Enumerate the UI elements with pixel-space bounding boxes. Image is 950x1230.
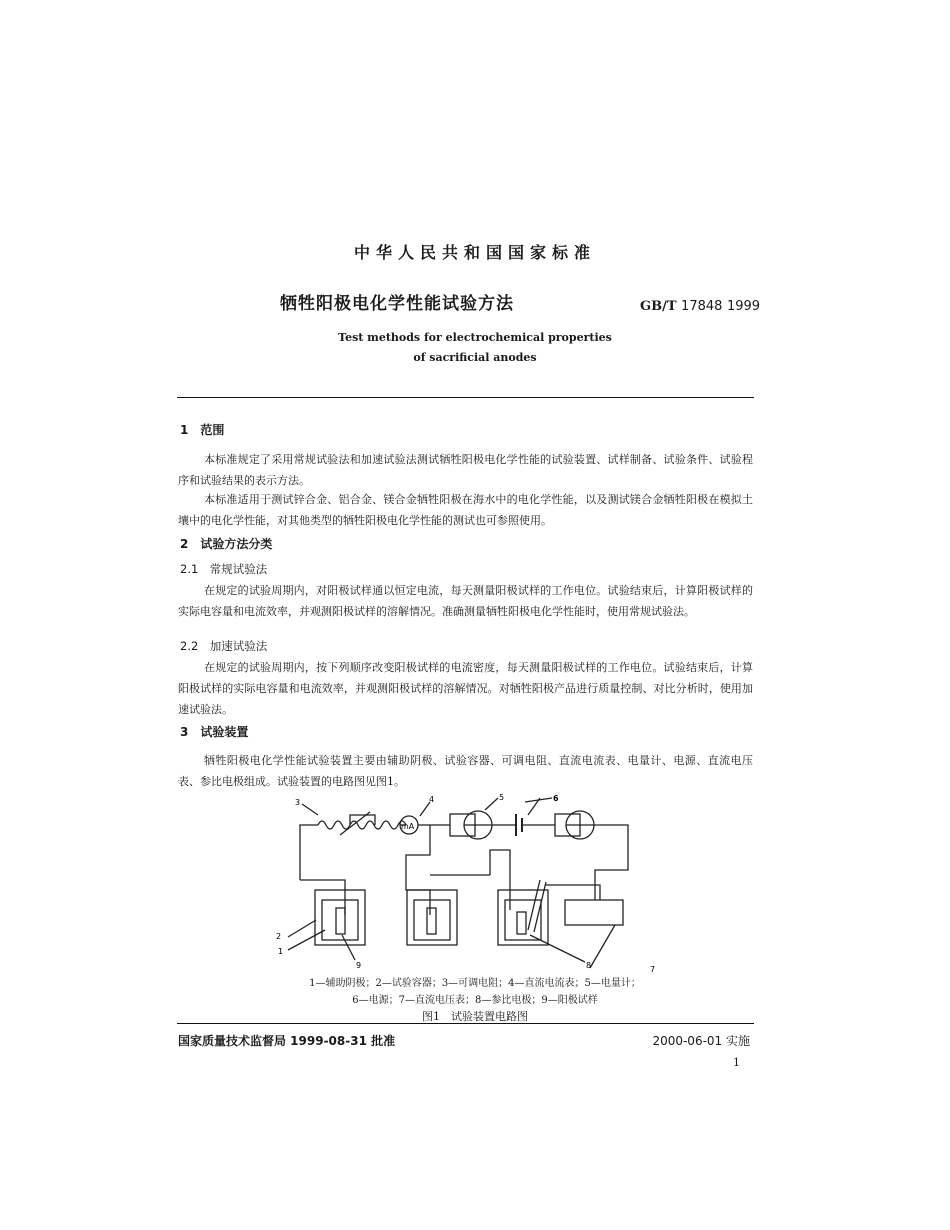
label-3: 3	[295, 798, 301, 807]
top-wire-left	[300, 825, 318, 880]
circuit-diagram	[270, 790, 670, 985]
english-title	[65, 328, 885, 368]
label-1: 1	[278, 947, 284, 956]
standard-code: GB/T	[640, 299, 677, 314]
page-number: 1	[733, 1056, 740, 1069]
standard-year: 1999	[726, 299, 761, 314]
english-title-line2: of sacrificial anodes	[413, 351, 537, 364]
figure-legend-line-1: 1—辅助阴极；2—试验容器；3—可调电阻；4—直流电流表；5—电量计；	[309, 978, 641, 989]
reference-electrode	[528, 880, 540, 930]
voltmeter-box	[565, 900, 623, 925]
standard-num: 17848	[681, 299, 723, 314]
figure-caption: 图1 试验装置电路图	[422, 1010, 528, 1023]
national-standard-heading: 中华人民共和国国家标准	[353, 243, 596, 262]
document-title: 牺牲阳极电化学性能试验方法	[280, 294, 514, 314]
section-2-2-heading: 2.2 加速试验法	[180, 639, 268, 653]
label-6: 6	[553, 794, 559, 803]
header-divider	[177, 397, 754, 398]
section-2-heading: 2 试验方法分类	[180, 537, 273, 551]
section-2-1-heading: 2.1 常规试验法	[180, 562, 268, 576]
section-3-heading: 3 试验装置	[180, 725, 249, 739]
footer-divider	[177, 1023, 754, 1024]
standard-number	[640, 299, 760, 314]
label-2: 2	[276, 932, 282, 941]
meter-label: mA	[401, 822, 415, 831]
section-1-heading: 1 范围	[180, 423, 225, 437]
variable-resistor	[318, 821, 406, 829]
section-1-paragraph-1: 本标准规定了采用常规试验法和加速试验法测试牺牲阳极电化学性能的试验装置、试样制备、试验条件、试验程序和试验结果的表示方法。	[178, 453, 753, 487]
section-1-paragraph-2: 本标准适用于测试锌合金、铝合金、镁合金牺牲阳极在海水中的电化学性能，以及测试镁合金牺牲阳极在模拟土壤中的电化学性能，对其他类型的牺牲阳极电化学性能的测试也可参照使用。	[178, 493, 753, 527]
english-title-line1: Test methods for electrochemical properties	[338, 331, 612, 344]
section-2-1-paragraph: 在规定的试验周期内，对阳极试样通以恒定电流，每天测量阳极试样的工作电位。试验结束后，计算阳极试样的实际电容量和电流效率，并观测阳极试样的溶解情况。准确测量牺牲阳极电化学性能时，使用常规试验法。	[178, 584, 753, 618]
section-3-paragraph: 牺牲阳极电化学性能试验装置主要由辅助阴极、试验容器、可调电阻、直流电流表、电量计、电源、直流电压表、参比电极组成。试验装置的电路图见图1。	[178, 754, 753, 788]
section-2-2-paragraph: 在规定的试验周期内，按下列顺序改变阳极试样的电流密度，每天测量阳极试样的工作电位。试验结束后，计算阳极试样的实际电容量和电流效率，并观测阳极试样的溶解情况。对牺牲阳极产品进行质量控制、对比分析时，使用加速试验法。	[178, 661, 753, 716]
label-7: 7	[650, 965, 656, 974]
label-5: 5	[499, 793, 505, 802]
label-4: 4	[429, 795, 435, 804]
label-9: 9	[356, 961, 362, 970]
label-8: 8	[586, 961, 592, 970]
approval-line: 国家质量技术监督局 1999-08-31 批准	[178, 1034, 396, 1048]
figure-legend-line-2: 6—电源；7—直流电压表；8—参比电极；9—阳极试样	[352, 995, 598, 1006]
effective-date: 2000-06-01 实施	[652, 1034, 750, 1048]
